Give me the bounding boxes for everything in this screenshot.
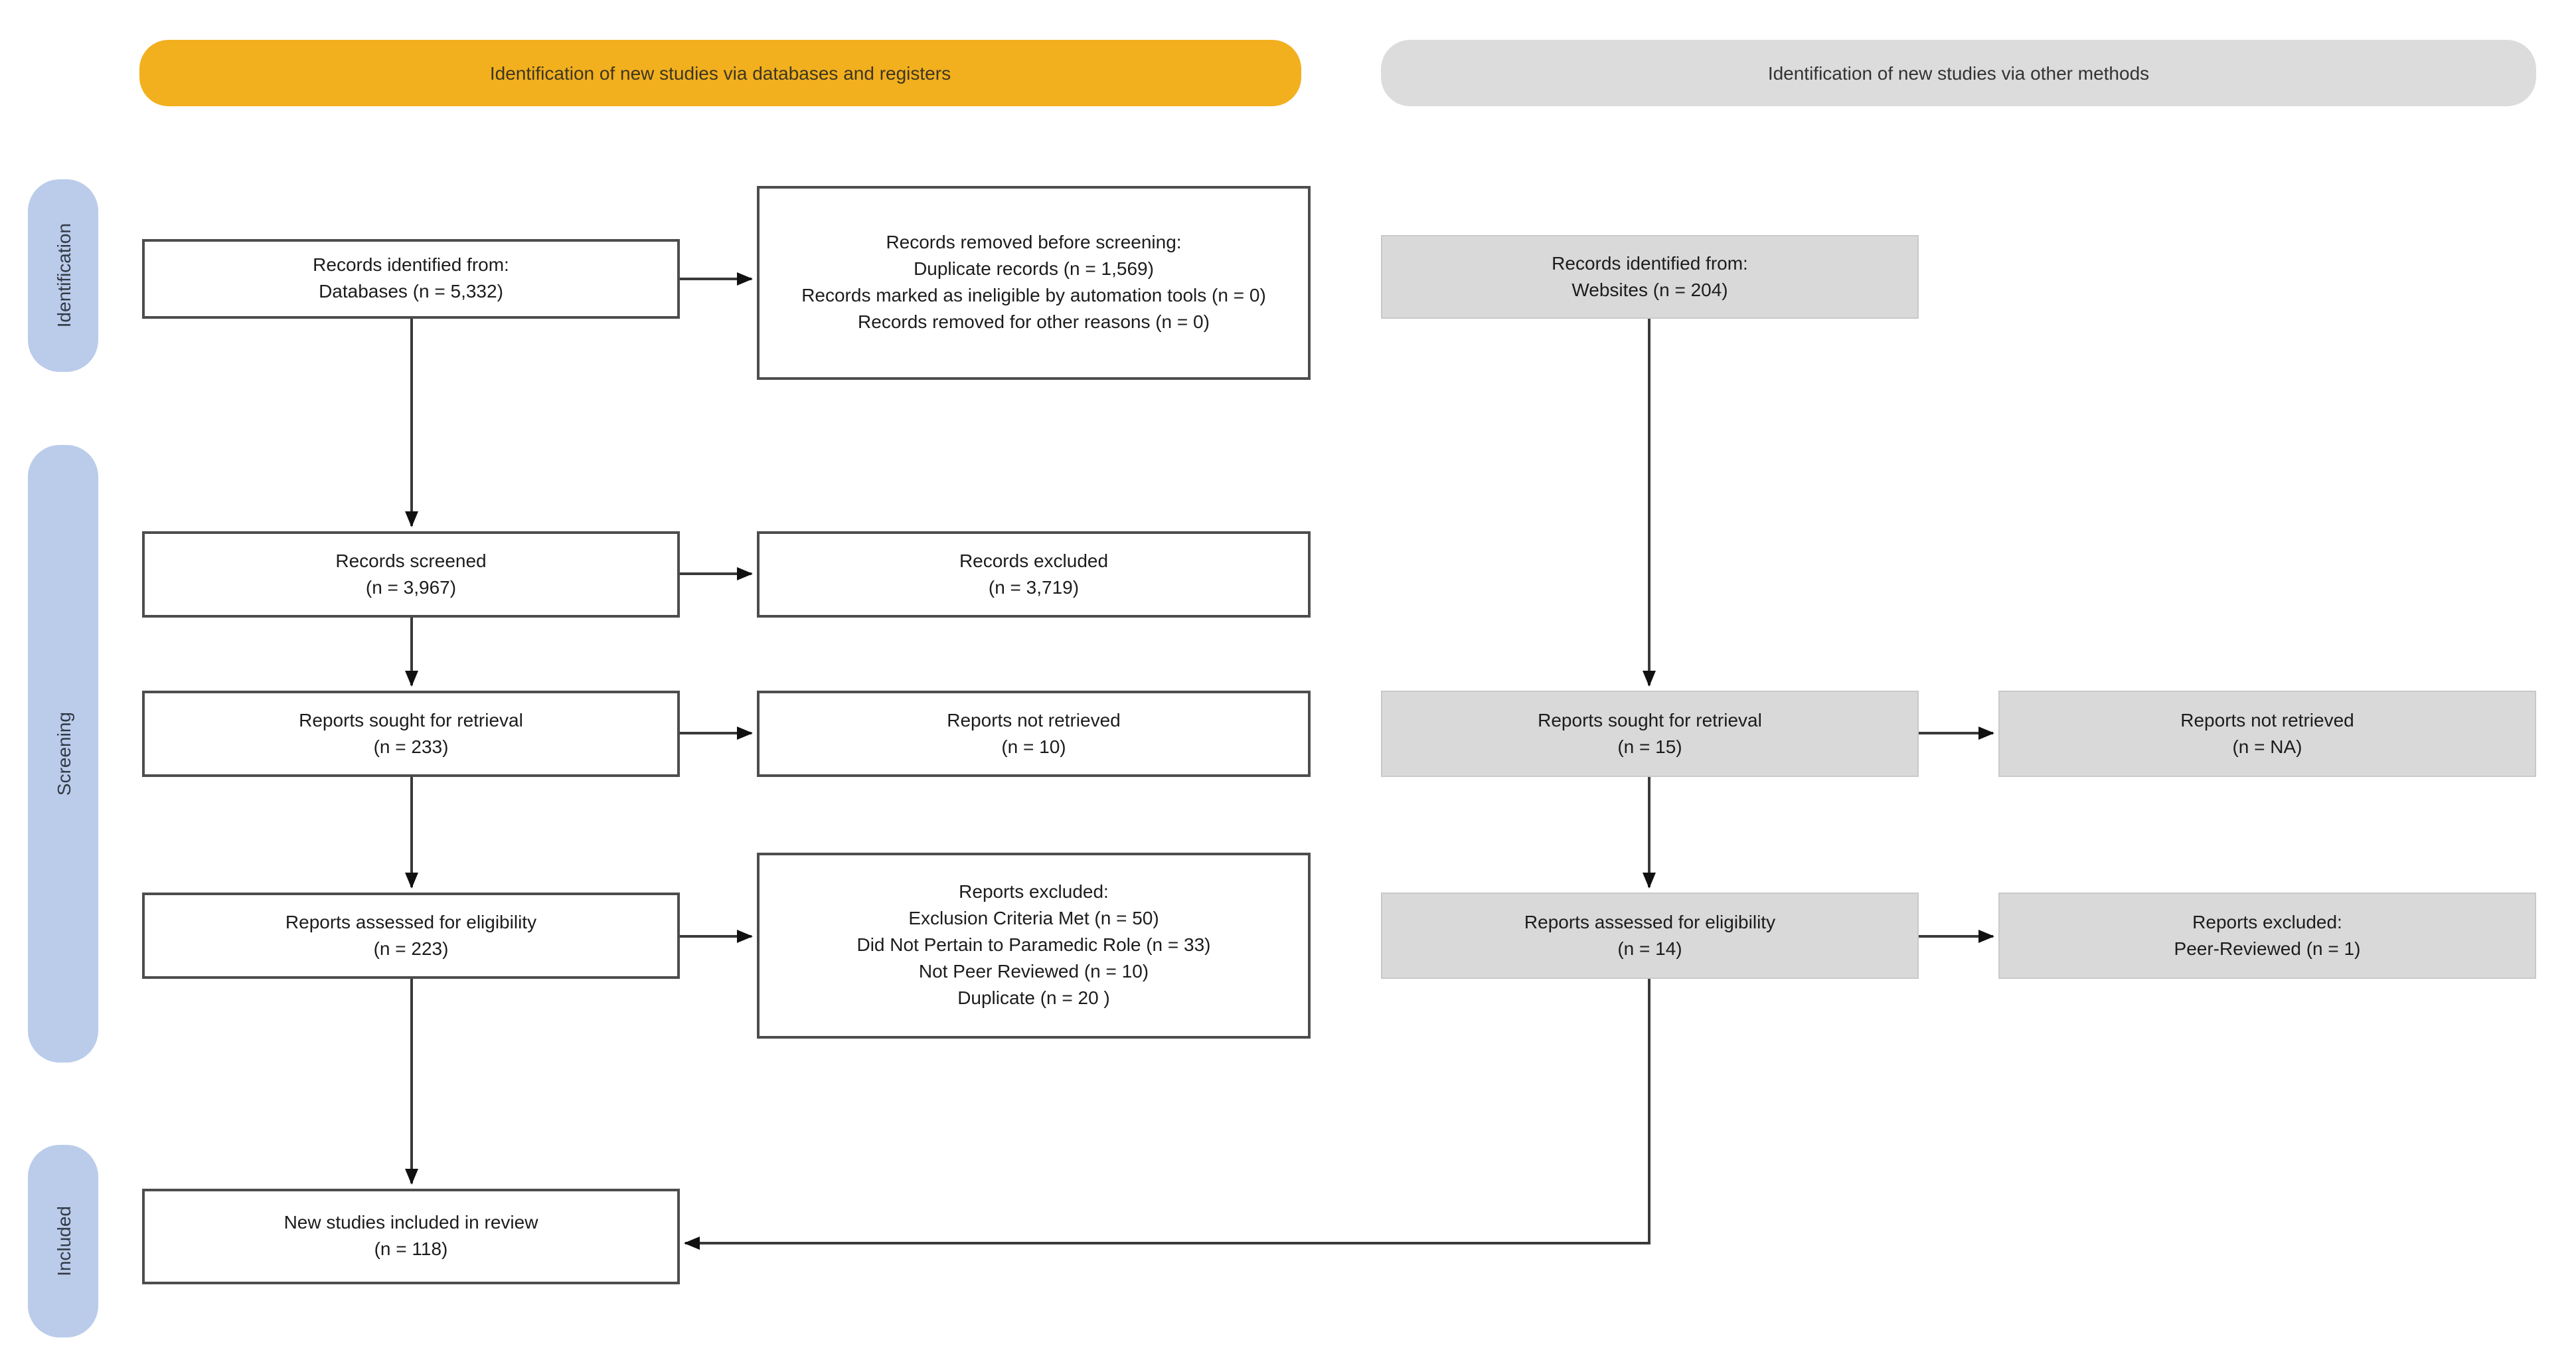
box-line: Reports excluded: xyxy=(959,881,1109,902)
box-line: (n = 118) xyxy=(374,1238,448,1259)
box-line: Records excluded xyxy=(959,549,1109,571)
box-records-identified-databases xyxy=(142,239,680,319)
box-line: (n = 233) xyxy=(373,735,449,756)
box-line: Exclusion Criteria Met (n = 50) xyxy=(908,907,1159,929)
box-line: Records identified from: xyxy=(313,254,509,276)
box-reports-excluded-other xyxy=(1998,893,2536,979)
box-line: Reports assessed for eligibility xyxy=(1524,910,1776,932)
stage-included-label: Included xyxy=(52,1206,74,1276)
banner-other-label: Identification of new studies via other methods xyxy=(1767,62,2150,84)
box-line: Not Peer Reviewed (n = 10) xyxy=(918,960,1149,982)
stage-included xyxy=(28,1145,98,1337)
box-line: Records identified from: xyxy=(1552,252,1748,274)
banner-databases-registers xyxy=(139,40,1301,106)
stage-screening-label: Screening xyxy=(52,711,74,796)
box-line: (n = 223) xyxy=(373,937,449,958)
box-line: New studies included in review xyxy=(283,1211,538,1233)
box-reports-assessed-other xyxy=(1381,893,1919,979)
box-records-excluded xyxy=(757,531,1311,618)
box-records-removed-before-screening xyxy=(757,186,1311,380)
box-reports-excluded-databases xyxy=(757,853,1311,1039)
box-line: (n = 15) xyxy=(1617,735,1682,756)
box-line: (n = 3,967) xyxy=(365,576,457,597)
box-line: (n = 3,719) xyxy=(988,576,1080,597)
box-line: (n = 14) xyxy=(1617,937,1682,958)
box-reports-sought-databases xyxy=(142,691,680,777)
box-line: Reports not retrieved xyxy=(2180,709,2354,730)
box-reports-assessed-databases xyxy=(142,893,680,979)
stage-screening xyxy=(28,445,98,1063)
box-line: Records removed before screening: xyxy=(886,231,1182,253)
box-line: Databases (n = 5,332) xyxy=(319,280,503,301)
box-records-identified-websites xyxy=(1381,235,1919,319)
box-reports-not-retrieved-databases xyxy=(757,691,1311,777)
stage-identification xyxy=(28,179,98,372)
box-line: Reports not retrieved xyxy=(947,709,1121,730)
box-line: Peer-Reviewed (n = 1) xyxy=(2174,937,2361,958)
stage-identification-label: Identification xyxy=(52,223,74,328)
banner-other-methods xyxy=(1381,40,2536,106)
box-new-studies-included xyxy=(142,1189,680,1284)
box-line: Records removed for other reasons (n = 0) xyxy=(858,310,1210,332)
box-reports-sought-other xyxy=(1381,691,1919,777)
box-line: Reports sought for retrieval xyxy=(1538,709,1762,730)
box-line: Records marked as ineligible by automation tools (n = 0) xyxy=(801,284,1266,305)
box-line: (n = NA) xyxy=(2232,735,2302,756)
box-line: Duplicate records (n = 1,569) xyxy=(914,258,1154,280)
box-records-screened xyxy=(142,531,680,618)
box-line: Reports assessed for eligibility xyxy=(285,910,537,932)
box-line: (n = 10) xyxy=(1001,735,1066,756)
box-line: Reports excluded: xyxy=(2192,910,2342,932)
box-line: Reports sought for retrieval xyxy=(299,709,523,730)
box-line: Did Not Pertain to Paramedic Role (n = 33) xyxy=(856,934,1211,956)
box-line: Websites (n = 204) xyxy=(1571,278,1728,299)
box-reports-not-retrieved-other xyxy=(1998,691,2536,777)
box-line: Records screened xyxy=(335,549,487,571)
box-line: Duplicate (n = 20 ) xyxy=(957,986,1110,1008)
banner-databases-label: Identification of new studies via databases and registers xyxy=(489,62,951,84)
